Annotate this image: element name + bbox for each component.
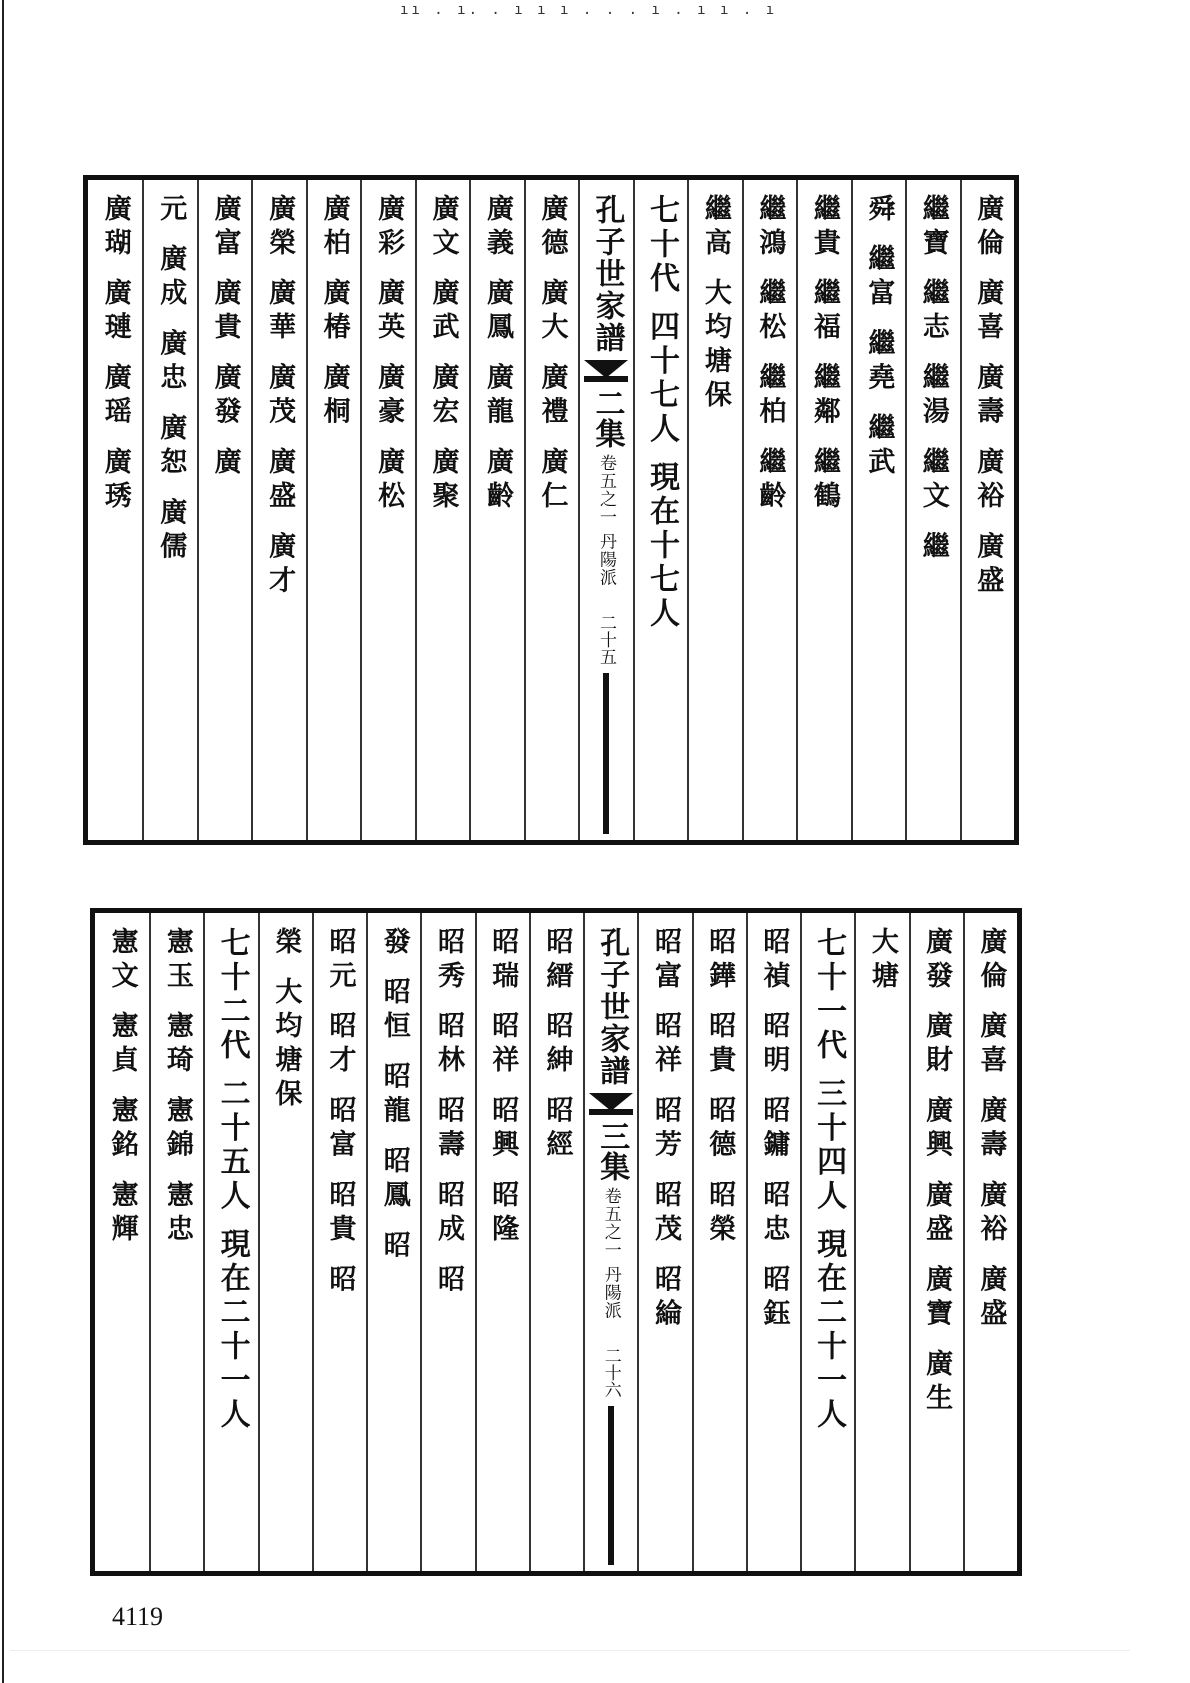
genealogy-column — [854, 913, 908, 1571]
genealogy-entry-text: 廣彩 廣英 廣豪 廣松 — [373, 194, 405, 516]
genealogy-entry-text: 廣柏 廣椿 廣桐 — [318, 194, 350, 431]
genealogy-column — [95, 913, 149, 1571]
genealogy-column — [360, 180, 414, 840]
genealogy-column — [637, 913, 691, 1571]
genealogy-column — [142, 180, 196, 840]
genealogy-column — [963, 913, 1017, 1571]
volume-label: 二集 — [589, 388, 625, 448]
genealogy-entry-text: 榮 大均塘保 — [270, 927, 302, 1114]
genealogy-column — [415, 180, 469, 840]
section-subtitle: 卷五之一 丹陽派 — [600, 1187, 621, 1320]
genealogy-entry-text: 廣義 廣鳳 廣龍 廣齡 — [482, 194, 514, 516]
genealogy-entry-text: 昭秀 昭林 昭壽 昭成 昭 — [433, 927, 465, 1299]
genealogy-page-panel-upper — [83, 175, 1019, 845]
genealogy-column — [529, 913, 583, 1571]
section-subtitle: 卷五之一 丹陽派 — [595, 454, 616, 587]
genealogy-column — [366, 913, 420, 1571]
genealogy-column — [524, 180, 578, 840]
banner-bar — [584, 376, 628, 382]
genealogy-column — [475, 913, 529, 1571]
genealogy-column — [197, 180, 251, 840]
genealogy-entry-text: 憲文 憲貞 憲銘 憲輝 — [106, 927, 138, 1249]
genealogy-column — [469, 180, 523, 840]
genealogy-entry-text: 繼高 大均塘保 — [699, 194, 731, 415]
genealogy-entry-text: 七十一代 三十四人 現在二十一人 — [811, 927, 847, 1432]
genealogy-column — [420, 913, 474, 1571]
genealogy-entry-text: 憲玉 憲琦 憲錦 憲忠 — [161, 927, 193, 1249]
genealogy-column — [796, 180, 850, 840]
genealogy-column — [312, 913, 366, 1571]
genealogy-column — [692, 913, 746, 1571]
genealogy-entry-text: 繼貴 繼福 繼鄰 繼鶴 — [808, 194, 840, 516]
genealogy-entry-text: 大塘 — [866, 927, 898, 995]
volume-label: 三集 — [594, 1121, 630, 1181]
genealogy-entry-text: 舜 繼富 繼堯 繼武 — [863, 194, 895, 482]
genealogy-entry-text: 七十二代 二十五人 現在二十一人 — [214, 927, 250, 1432]
top-scan-marks: ıı . ı. . ı ı ı . . . ı . ı ı . ı — [400, 2, 778, 16]
genealogy-column — [306, 180, 360, 840]
fishtail-bar — [608, 1406, 614, 1565]
genealogy-entry-text: 廣富 廣貴 廣發 廣 — [209, 194, 241, 482]
genealogy-column — [251, 180, 305, 840]
genealogy-column — [633, 180, 687, 840]
genealogy-page-panel-lower — [90, 908, 1022, 1576]
genealogy-column — [909, 913, 963, 1571]
page-number: 4119 — [112, 1602, 164, 1631]
center-title-column — [578, 180, 632, 840]
genealogy-entry-text: 昭縉 昭紳 昭經 — [541, 927, 573, 1164]
genealogy-column — [258, 913, 312, 1571]
genealogy-column — [742, 180, 796, 840]
genealogy-entry-text: 廣文 廣武 廣宏 廣聚 — [427, 194, 459, 516]
genealogy-column — [149, 913, 203, 1571]
genealogy-entry-text: 昭元 昭才 昭富 昭貴 昭 — [324, 927, 356, 1299]
genealogy-entry-text: 廣倫 廣喜 廣壽 廣裕 廣盛 — [972, 194, 1004, 600]
genealogy-entry-text: 七十代 四十七人 現在十七人 — [643, 194, 679, 631]
genealogy-entry-text: 廣榮 廣華 廣茂 廣盛 廣才 — [264, 194, 296, 600]
genealogy-column — [88, 180, 142, 840]
folio-page-label: 二十五 — [595, 614, 616, 666]
genealogy-entry-text: 昭鏵 昭貴 昭德 昭榮 — [704, 927, 736, 1249]
genealogy-entry-text: 昭富 昭祥 昭芳 昭茂 昭綸 — [649, 927, 681, 1333]
book-title: 孔子世家譜 — [594, 927, 630, 1087]
book-title: 孔子世家譜 — [589, 194, 625, 354]
scan-artifact-line — [10, 1650, 1130, 1651]
scan-edge-line — [2, 0, 4, 1683]
genealogy-entry-text: 廣發 廣財 廣興 廣盛 廣寶 廣生 — [921, 927, 953, 1417]
genealogy-entry-text: 廣瑚 廣璉 廣瑶 廣琇 — [99, 194, 131, 516]
folio-page-label: 二十六 — [600, 1347, 621, 1399]
genealogy-entry-text: 廣德 廣大 廣禮 廣仁 — [536, 194, 568, 516]
genealogy-entry-text: 廣倫 廣喜 廣壽 廣裕 廣盛 — [975, 927, 1007, 1333]
genealogy-column — [203, 913, 257, 1571]
genealogy-column — [800, 913, 854, 1571]
genealogy-column — [746, 913, 800, 1571]
genealogy-entry-text: 昭瑞 昭祥 昭興 昭隆 — [487, 927, 519, 1249]
genealogy-entry-text: 昭禎 昭明 昭鏞 昭忠 昭鈺 — [758, 927, 790, 1333]
genealogy-column — [851, 180, 905, 840]
genealogy-entry-text: 繼寶 繼志 繼湯 繼文 繼 — [917, 194, 949, 566]
genealogy-column — [960, 180, 1014, 840]
banner-bar — [589, 1109, 633, 1115]
genealogy-column — [687, 180, 741, 840]
genealogy-column — [905, 180, 959, 840]
genealogy-entry-text: 元 廣成 廣忠 廣恕 廣儒 — [155, 194, 187, 566]
fishtail-bar — [603, 673, 609, 834]
genealogy-entry-text: 發 昭恒 昭龍 昭鳳 昭 — [378, 927, 410, 1265]
center-title-column — [583, 913, 637, 1571]
genealogy-entry-text: 繼鴻 繼松 繼柏 繼齡 — [754, 194, 786, 516]
